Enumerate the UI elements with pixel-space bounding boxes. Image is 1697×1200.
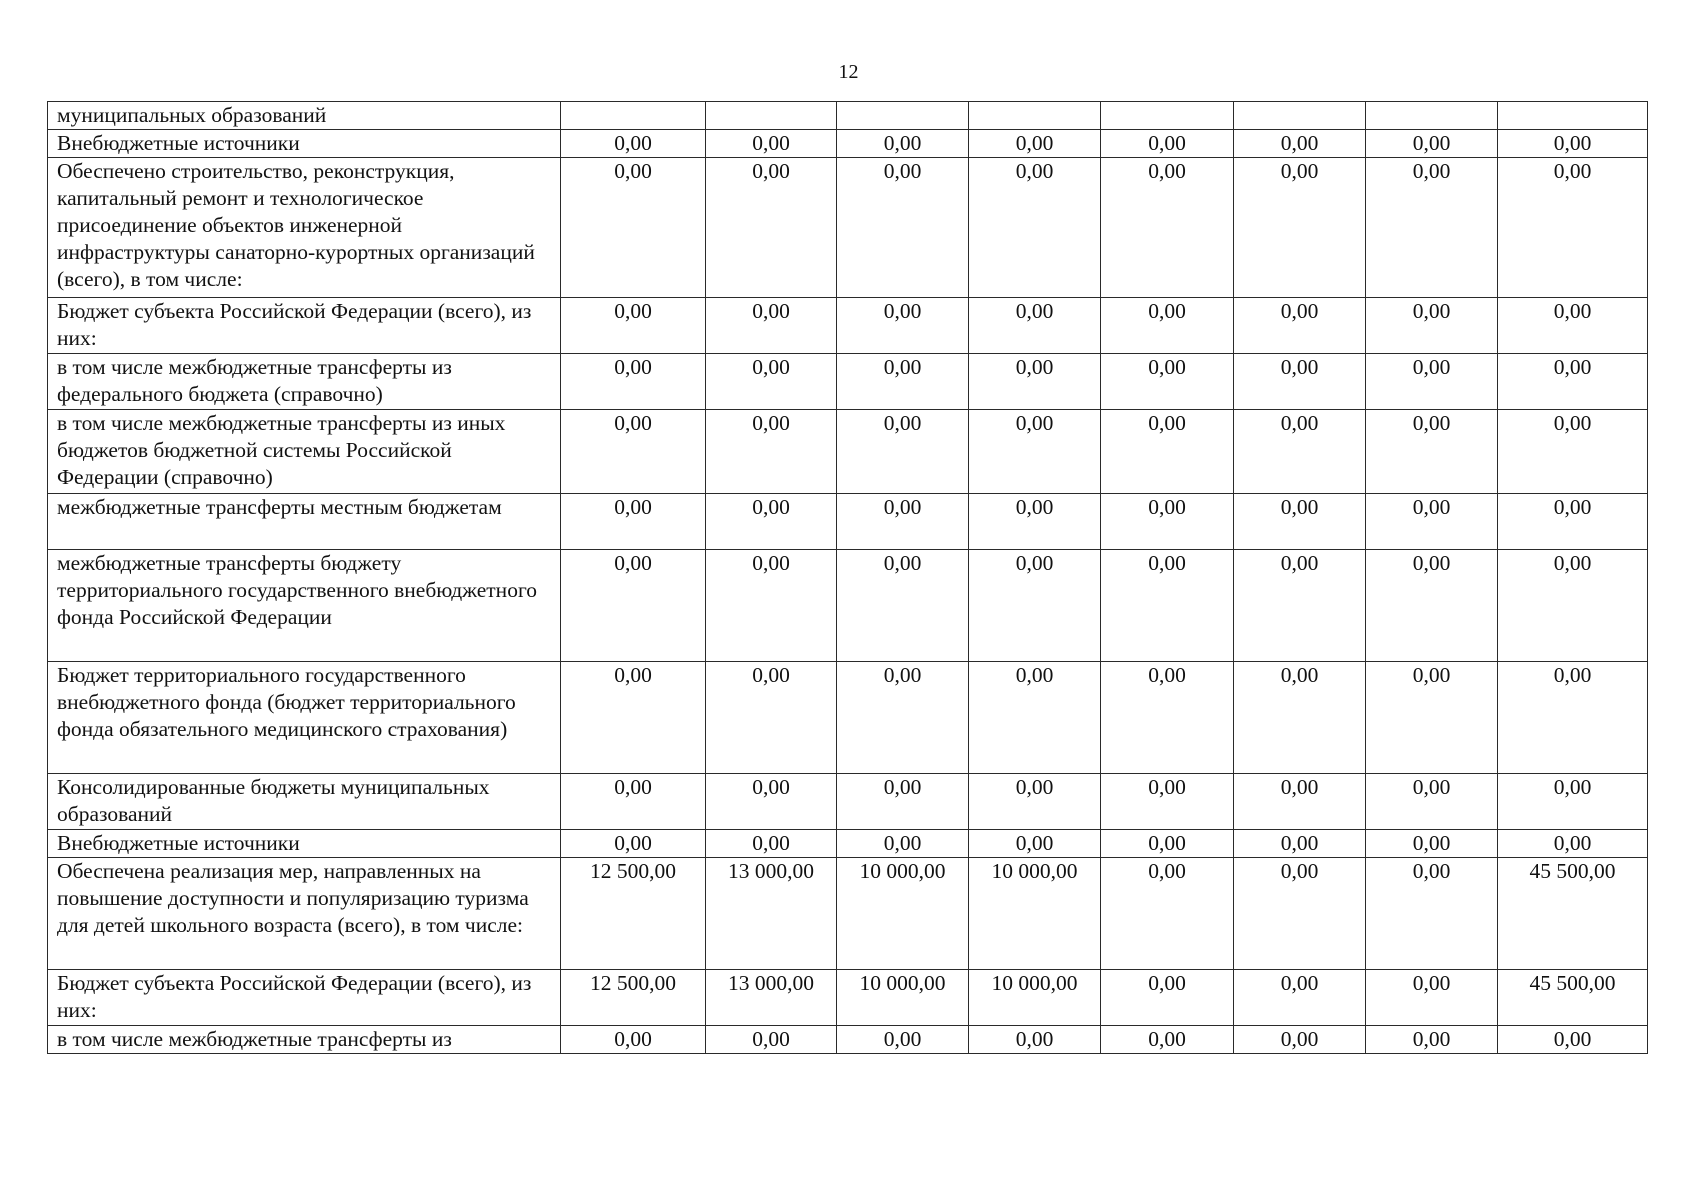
value-cell: 0,00 (706, 130, 837, 158)
value-cell: 0,00 (837, 774, 969, 830)
table-row (48, 774, 1648, 830)
total-cell: 0,00 (1498, 354, 1648, 410)
value-cell (706, 102, 837, 130)
value-cell: 0,00 (561, 774, 706, 830)
value-cell: 0,00 (706, 774, 837, 830)
total-cell: 0,00 (1498, 550, 1648, 662)
value-cell: 0,00 (1234, 970, 1366, 1026)
table-row (48, 970, 1648, 1026)
value-cell: 10 000,00 (969, 970, 1101, 1026)
value-cell: 0,00 (1366, 858, 1498, 970)
value-cell: 0,00 (837, 354, 969, 410)
value-cell: 0,00 (1101, 970, 1234, 1026)
value-cell: 13 000,00 (706, 970, 837, 1026)
value-cell: 0,00 (837, 1026, 969, 1054)
total-cell: 0,00 (1498, 662, 1648, 774)
value-cell: 0,00 (969, 1026, 1101, 1054)
row-label: межбюджетные трансферты местным бюджетам (48, 494, 561, 550)
value-cell: 0,00 (1366, 970, 1498, 1026)
value-cell: 0,00 (1366, 774, 1498, 830)
table-row (48, 662, 1648, 774)
value-cell: 10 000,00 (837, 858, 969, 970)
table-row (48, 858, 1648, 970)
value-cell: 0,00 (1234, 298, 1366, 354)
row-label: Консолидированные бюджеты муниципальных образований (48, 774, 561, 830)
value-cell: 0,00 (1234, 158, 1366, 298)
value-cell: 12 500,00 (561, 970, 706, 1026)
value-cell: 0,00 (561, 298, 706, 354)
value-cell: 0,00 (837, 662, 969, 774)
value-cell: 0,00 (561, 158, 706, 298)
row-label: Обеспечена реализация мер, направленных на повышение доступности и популяризацию туризма для детей школьного возраста (всего), в том числе: (48, 858, 561, 970)
value-cell: 0,00 (1234, 662, 1366, 774)
value-cell: 0,00 (1101, 130, 1234, 158)
value-cell: 0,00 (1234, 858, 1366, 970)
value-cell: 0,00 (837, 130, 969, 158)
value-cell: 10 000,00 (969, 858, 1101, 970)
value-cell: 0,00 (837, 550, 969, 662)
value-cell: 0,00 (1234, 550, 1366, 662)
total-cell (1498, 102, 1648, 130)
total-cell: 0,00 (1498, 130, 1648, 158)
value-cell: 0,00 (1234, 494, 1366, 550)
value-cell: 0,00 (969, 494, 1101, 550)
value-cell: 0,00 (1234, 1026, 1366, 1054)
row-label: Внебюджетные источники (48, 130, 561, 158)
value-cell: 0,00 (561, 130, 706, 158)
table-row (48, 354, 1648, 410)
row-label: Бюджет субъекта Российской Федерации (всего), из них: (48, 298, 561, 354)
value-cell: 0,00 (837, 298, 969, 354)
table-row (48, 102, 1648, 130)
total-cell: 45 500,00 (1498, 970, 1648, 1026)
value-cell: 0,00 (1234, 774, 1366, 830)
value-cell: 0,00 (1366, 830, 1498, 858)
value-cell: 0,00 (561, 354, 706, 410)
value-cell: 0,00 (1101, 410, 1234, 494)
row-label: в том числе межбюджетные трансферты из иных бюджетов бюджетной системы Российской Федерации (справочно) (48, 410, 561, 494)
value-cell: 12 500,00 (561, 858, 706, 970)
value-cell: 0,00 (969, 158, 1101, 298)
value-cell (561, 102, 706, 130)
value-cell: 0,00 (837, 830, 969, 858)
value-cell: 0,00 (1234, 130, 1366, 158)
value-cell: 0,00 (1234, 354, 1366, 410)
total-cell: 0,00 (1498, 1026, 1648, 1054)
table-row (48, 410, 1648, 494)
value-cell (969, 102, 1101, 130)
value-cell: 0,00 (1366, 298, 1498, 354)
value-cell: 0,00 (1366, 354, 1498, 410)
table-row (48, 494, 1648, 550)
value-cell: 0,00 (1101, 354, 1234, 410)
page-number: 12 (838, 61, 859, 83)
table-row (48, 130, 1648, 158)
value-cell: 0,00 (706, 550, 837, 662)
value-cell: 0,00 (1101, 1026, 1234, 1054)
value-cell: 0,00 (837, 410, 969, 494)
value-cell: 0,00 (1366, 662, 1498, 774)
value-cell: 0,00 (1101, 550, 1234, 662)
value-cell: 0,00 (1366, 494, 1498, 550)
value-cell: 0,00 (1366, 550, 1498, 662)
value-cell: 0,00 (969, 774, 1101, 830)
value-cell: 0,00 (969, 410, 1101, 494)
value-cell: 10 000,00 (837, 970, 969, 1026)
value-cell: 0,00 (1101, 494, 1234, 550)
value-cell: 0,00 (706, 298, 837, 354)
value-cell (1234, 102, 1366, 130)
value-cell: 0,00 (561, 494, 706, 550)
value-cell: 0,00 (969, 130, 1101, 158)
value-cell: 0,00 (561, 1026, 706, 1054)
value-cell: 0,00 (706, 1026, 837, 1054)
value-cell: 0,00 (706, 354, 837, 410)
table-row (48, 158, 1648, 298)
row-label: Обеспечено строительство, реконструкция, капитальный ремонт и технологическое присоединение объектов инженерной инфраструктуры санаторно-курортных организаций (всего), в том числе: (48, 158, 561, 298)
value-cell: 0,00 (561, 662, 706, 774)
row-label: межбюджетные трансферты бюджету территориального государственного внебюджетного фонда Российской Федерации (48, 550, 561, 662)
total-cell: 45 500,00 (1498, 858, 1648, 970)
value-cell: 0,00 (706, 494, 837, 550)
value-cell: 0,00 (969, 830, 1101, 858)
value-cell (1101, 102, 1234, 130)
value-cell: 0,00 (1101, 158, 1234, 298)
value-cell: 0,00 (969, 550, 1101, 662)
budget-table (47, 101, 1648, 1054)
value-cell: 0,00 (1234, 830, 1366, 858)
table-row (48, 298, 1648, 354)
row-label: Внебюджетные источники (48, 830, 561, 858)
value-cell: 0,00 (1101, 662, 1234, 774)
value-cell: 0,00 (1366, 410, 1498, 494)
value-cell: 0,00 (1234, 410, 1366, 494)
total-cell: 0,00 (1498, 158, 1648, 298)
value-cell: 0,00 (1101, 858, 1234, 970)
row-label: в том числе межбюджетные трансферты из (48, 1026, 561, 1054)
total-cell: 0,00 (1498, 494, 1648, 550)
row-label: муниципальных образований (48, 102, 561, 130)
value-cell: 13 000,00 (706, 858, 837, 970)
value-cell: 0,00 (561, 410, 706, 494)
row-label: Бюджет субъекта Российской Федерации (всего), из них: (48, 970, 561, 1026)
value-cell: 0,00 (706, 662, 837, 774)
table-row (48, 550, 1648, 662)
value-cell: 0,00 (1101, 298, 1234, 354)
value-cell: 0,00 (969, 662, 1101, 774)
total-cell: 0,00 (1498, 410, 1648, 494)
value-cell: 0,00 (837, 494, 969, 550)
value-cell (837, 102, 969, 130)
row-label: в том числе межбюджетные трансферты из федерального бюджета (справочно) (48, 354, 561, 410)
total-cell: 0,00 (1498, 298, 1648, 354)
value-cell: 0,00 (561, 550, 706, 662)
value-cell: 0,00 (969, 298, 1101, 354)
value-cell: 0,00 (837, 158, 969, 298)
value-cell: 0,00 (1366, 1026, 1498, 1054)
value-cell: 0,00 (1366, 130, 1498, 158)
value-cell: 0,00 (1101, 774, 1234, 830)
value-cell: 0,00 (706, 410, 837, 494)
value-cell (1366, 102, 1498, 130)
value-cell: 0,00 (1366, 158, 1498, 298)
total-cell: 0,00 (1498, 774, 1648, 830)
table-row (48, 1026, 1648, 1054)
total-cell: 0,00 (1498, 830, 1648, 858)
value-cell: 0,00 (969, 354, 1101, 410)
value-cell: 0,00 (706, 158, 837, 298)
value-cell: 0,00 (706, 830, 837, 858)
value-cell: 0,00 (561, 830, 706, 858)
table-row (48, 830, 1648, 858)
value-cell: 0,00 (1101, 830, 1234, 858)
row-label: Бюджет территориального государственного внебюджетного фонда (бюджет территориального фонда обязательного медицинского страхования) (48, 662, 561, 774)
